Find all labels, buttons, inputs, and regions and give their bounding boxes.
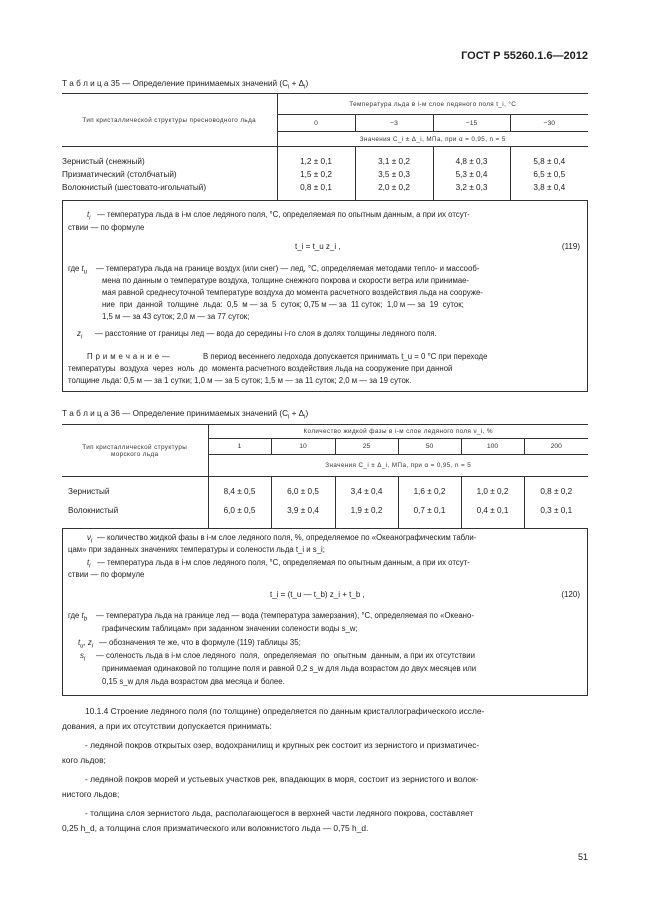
table36-row-type: Волокнистый <box>62 504 208 523</box>
table36-col-header: 200 <box>524 439 588 455</box>
table35-cell: 1,2 ± 0,1 <box>277 155 355 168</box>
table36-col-header: 25 <box>335 439 398 455</box>
table35-row-type: Призматический (столбчатый) <box>62 168 277 181</box>
table-row <box>62 155 588 168</box>
table35-cell: 4,8 ± 0,3 <box>433 155 510 168</box>
page-number: 51 <box>577 852 588 862</box>
formula-120: t_i = (t_u — t_b) z_i + t_b , <box>270 590 365 599</box>
paragraph-thickness-line1: - толщина слоя зернистого льда, располагающегося в верхней части ледяного покрова, составляет <box>85 808 474 818</box>
table36-header <box>62 424 588 529</box>
note-tu-line2: мена по данным о температуре воздуха, толщине снежного покрова и скорости ветра или принимае- <box>102 276 470 285</box>
paragraph-lakes-line2: кого льдов; <box>62 755 106 765</box>
note-ti2-line1: — температура льда в i-м слое ледяного поля, °С, определяемая по опытным данным, а при их отсут- <box>97 558 470 567</box>
table36-cell: 3,4 ± 0,4 <box>335 485 398 504</box>
standard-code: ГОСТ Р 55260.1.6—2012 <box>461 50 588 62</box>
note-tu-line5: 1,5 м — за 43 суток; 2,0 м — за 77 суток; <box>102 312 250 321</box>
paragraph-10-1-4-line2: дования, а при их отсутствии допускается принимать: <box>62 721 272 731</box>
table35-cell: 6,5 ± 0,5 <box>533 169 566 179</box>
formula-119-number: (119) <box>561 242 580 251</box>
note-vi-symbol: $\nu_i$ <box>87 533 93 545</box>
table35-cell: 1,5 ± 0,2 <box>277 168 355 181</box>
note-tu-zi-symbol: $t_u$, $z_i$ <box>78 638 94 650</box>
table35-col-header: −3 <box>355 115 433 132</box>
paragraph-thickness-line2: 0,25 h_d, а толщина слоя призматического или волокнистого льда — 0,75 h_d. <box>62 823 369 833</box>
table35-col-group-header: Температура льда в i-м слое ледяного поля t_i, °С <box>277 94 588 115</box>
table36-col-header: 10 <box>271 439 335 455</box>
table36-cell: 6,0 ± 0,5 <box>208 504 271 523</box>
table-row <box>62 485 588 504</box>
note-ti-line2: ствии — по формуле <box>68 223 145 232</box>
table35-col-header: −15 <box>433 115 510 132</box>
note-remark-line3: толщине льда: 0,5 м — за 1 сутки; 1,0 м — за 5 суток; 1,5 м — за 11 суток; 2,0 м — за 19 суток. <box>68 376 412 385</box>
note-remark-label: П р и м е ч а н и е — <box>87 352 171 361</box>
note-ti2-line2: ствии — по формуле <box>68 570 145 579</box>
table35-cell: 5,8 ± 0,4 <box>533 156 566 166</box>
table36-caption-text: 36 — Определение принимаемых значений (C <box>110 409 288 418</box>
table36-col-group-header: Количество жидкой фазы в i-м слое ледяного поля ν_i, % <box>208 425 588 439</box>
table36-cell: 1,0 ± 0,2 <box>461 485 524 504</box>
table35-row-type: Волокнистый (шестовато-игольчатый) <box>62 181 277 194</box>
table36-cell: 3,9 ± 0,4 <box>271 504 335 523</box>
table36-row-type: Зернистый <box>62 485 208 504</box>
table36-col-header: 100 <box>461 439 524 455</box>
table35-values-header: Значения C_i ± Δ_i, МПа, при α = 0,95, n = 5 <box>277 132 588 147</box>
table36-cell: 0,8 ± 0,2 <box>540 486 573 496</box>
formula-120-number: (120) <box>561 590 580 599</box>
note-si-line2: принимаемая одинаковой по толщине поля и равной 0,2 s_w для льда возрастом до двух месяцев или <box>102 664 477 673</box>
table35-cell: 5,3 ± 0,4 <box>433 168 510 181</box>
note-zi-symbol: $z_i$ <box>77 329 83 341</box>
table35-cell: 0,8 ± 0,1 <box>277 181 355 194</box>
table36-row-header: Тип кристаллической структуры морского льда <box>62 425 208 477</box>
table36-col-header: 50 <box>398 439 461 455</box>
table-row <box>62 168 588 181</box>
table35-cell: 3,8 ± 0,4 <box>533 182 566 192</box>
paragraph-lakes-line1: - ледяной покров открытых озер, водохранилищ и крупных рек состоит из зернистого и призматичес- <box>85 740 480 750</box>
table-row <box>62 504 588 523</box>
table35-cell: 3,5 ± 0,3 <box>355 168 433 181</box>
note-tb-line2: графическим таблицам» при заданном значении солености воды s_w; <box>102 624 358 633</box>
formula-119: t_i = t_u z_i , <box>295 242 341 251</box>
table-row <box>62 181 588 194</box>
table36-cell: 6,0 ± 0,5 <box>271 485 335 504</box>
table36-caption-label: Т а б л и ц а <box>62 409 109 418</box>
table36-cell: 1,6 ± 0,2 <box>398 485 461 504</box>
paragraph-10-1-4-line1: 10.1.4 Строение ледяного поля (по толщине) определяется по данным кристаллографического иссле- <box>85 706 485 716</box>
note-tb-line1: — температура льда на границе лед — вода (температура замерзания), °С, определяемая по «Океано- <box>96 611 474 620</box>
note-si-symbol: $s_i$ <box>80 651 86 663</box>
table35-cell: 2,0 ± 0,2 <box>355 181 433 194</box>
table35-col-header: 0 <box>277 115 355 132</box>
note-ti2-symbol: $t_i$ <box>87 558 91 570</box>
note-si-line3: 0,15 s_w для льда возрастом два месяца и более. <box>102 677 285 686</box>
note-vi-line1: — количество жидкой фазы в i-м слое ледяного поля, %, определяемое по «Океанографическим табли- <box>97 533 477 542</box>
table36-cell: 0,3 ± 0,1 <box>540 505 573 515</box>
note-where-tu-symbol: где $t_u$ <box>68 264 88 276</box>
note-tu-line1: — температура льда на границе воздух (или снег) — лед, °С, определяемая методами тепло- и массооб- <box>96 264 480 273</box>
table35-caption-label: Т а б л и ц а <box>62 79 109 88</box>
table35-row-header: Тип кристаллической структуры пресноводного льда <box>62 94 277 147</box>
table36-cell: 1,9 ± 0,2 <box>335 504 398 523</box>
table35-col-header: −30 <box>510 115 588 132</box>
table35-cell: 3,2 ± 0,3 <box>433 181 510 194</box>
table36-caption: Т а б л и ц а 36 — Определение принимаемых значений $(C_i + \Delta_i)$ <box>62 409 309 421</box>
table35-cell: 3,1 ± 0,2 <box>355 155 433 168</box>
note-remark-line2: температуры воздуха через ноль до момента расчетного воздействия льда на сооружение при данной <box>68 364 453 373</box>
note-si-line1: — соленость льда в i-м слое ледяного поля, определяемая по опытным данным, а при их отсутствии <box>96 651 475 660</box>
table35-caption: Т а б л и ц а 35 — Определение принимаемых значений $(C_i + \Delta_i)$ <box>62 79 309 91</box>
note-remark-line1: В период весеннего ледохода допускается принимать t_u = 0 °С при переходе <box>203 352 488 361</box>
paragraph-seas-line1: - ледяной покров морей и устьевых участков рек, впадающих в моря, состоит из зернистого и волок- <box>85 774 479 784</box>
note-where-tb-symbol: где $t_b$ <box>68 611 88 623</box>
note-ti-symbol: $t_i$ <box>87 210 91 222</box>
paragraph-seas-line2: нистого льдов; <box>62 789 120 799</box>
note-vi-line2: цам» при заданных значениях температуры и солености льда t_i и s_i; <box>68 545 325 554</box>
note-zi-line: — расстояние от границы лед — вода до середины i-го слоя в долях толщины ледяного поля. <box>95 329 437 338</box>
table36-cell: 0,4 ± 0,1 <box>461 504 524 523</box>
table35-row-type: Зернистый (снежный) <box>62 155 277 168</box>
table36-cell: 0,7 ± 0,1 <box>398 504 461 523</box>
table36-values-header: Значения C_i ± Δ_i, МПа, при α = 0,95, n = 5 <box>208 455 588 477</box>
table36-col-header: 1 <box>208 439 271 455</box>
note-ti-line1: — температура льда в i-м слое ледяного поля, °С, определяемая по опытным данным, а при их отсут- <box>97 210 470 219</box>
note-tu-line3: мая равной среднесуточной температуре воздуха до момента расчетного воздействия льда на сооруже- <box>102 288 483 297</box>
table35-caption-text: 35 — Определение принимаемых значений (C <box>110 79 288 88</box>
note-tu-line4: ние при данной толщине льда: 0,5 м — за 5 суток; 0,75 м — за 11 суток; 1,0 м — за 19 суток; <box>102 300 464 309</box>
table36-cell: 8,4 ± 0,5 <box>208 485 271 504</box>
table35-header <box>62 93 588 201</box>
note-tu-zi-line: — обозначения те же, что в формуле (119) таблицы 35; <box>99 638 301 647</box>
